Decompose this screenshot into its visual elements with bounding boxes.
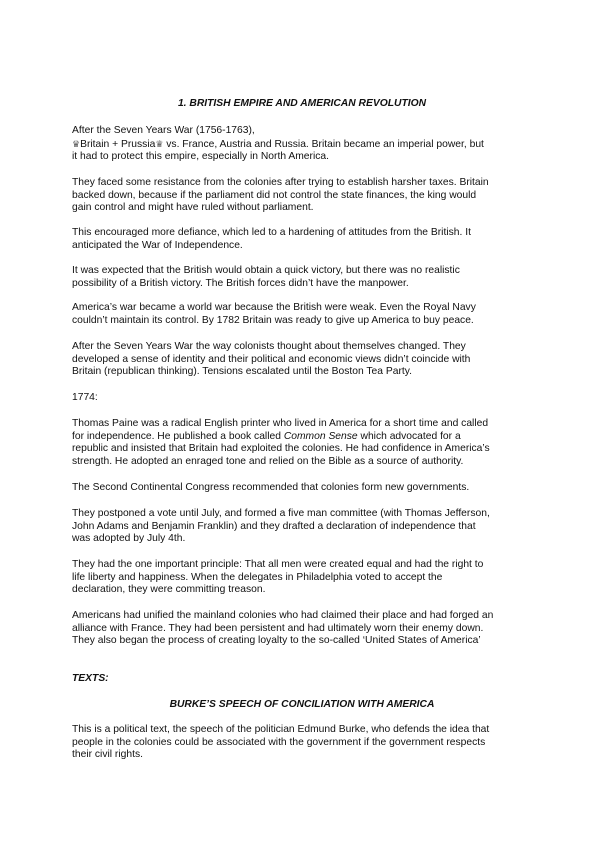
text-line: After the Seven Years War the way colonists thought about themselves changed. They (72, 341, 466, 352)
text-line: After the Seven Years War (1756-1763), (72, 125, 255, 136)
text-line: for independence. He published a book called Common Sense which advocated for a (72, 430, 461, 442)
text-line: life liberty and happiness. When the delegates in Philadelphia voted to accept the (72, 571, 443, 583)
paragraph-committee (72, 508, 532, 546)
paragraph-thomas-paine (72, 418, 532, 468)
text-line: possibility of a British victory. The British forces didn’t have the manpower. (72, 277, 409, 289)
paragraph-identity (72, 341, 532, 379)
crown-icon: ♛ (72, 138, 81, 149)
paragraph-continental-congress (72, 482, 532, 495)
text-line: They had the one important principle: That all men were created equal and had the right to (72, 559, 484, 570)
paragraph-unified-colonies (72, 610, 532, 648)
section-heading: 1. BRITISH EMPIRE AND AMERICAN REVOLUTION (177, 98, 427, 109)
paragraph-defiance (72, 227, 532, 252)
text-line: it had to protect this empire, especially in North America. (72, 151, 329, 163)
paragraph-world-war (72, 302, 532, 327)
text-line: strength. He adopted an enraged tone and relied on the Bible as a source of authority. (72, 455, 464, 467)
text-line: couldn’t maintain its control. By 1782 Britain was ready to give up America to buy peace. (72, 314, 474, 326)
text-line: The Second Continental Congress recommended that colonies form new governments. (72, 482, 470, 493)
book-title: Common Sense (283, 430, 358, 442)
paragraph-seven-years-war (72, 125, 532, 164)
text-line: This is a political text, the speech of the politician Edmund Burke, who defends the idea that (72, 724, 490, 735)
text-line: They faced some resistance from the colonies after trying to establish harsher taxes. Britain (72, 177, 489, 188)
text-line: alliance with France. They had been persistent and had ultimately worn their enemy down. (72, 622, 484, 634)
text-line: They postponed a vote until July, and formed a five man committee (with Thomas Jefferson, (72, 508, 490, 519)
text-line: This encouraged more defiance, which led to a hardening of attitudes from the British. It (72, 227, 471, 238)
text-line: Americans had unified the mainland colonies who had claimed their place and had forged an (72, 610, 494, 621)
text-line: John Adams and Benjamin Franklin) and they drafted a declaration of independence that (72, 520, 476, 532)
texts-heading: TEXTS: (72, 673, 109, 684)
text-line: ♛Britain + Prussia♛ vs. France, Austria and Russia. Britain became an imperial power, but (72, 138, 484, 150)
text-line: Thomas Paine was a radical English printer who lived in America for a short time and called (72, 418, 489, 429)
text-line: 1774: (72, 392, 98, 403)
text-line: They also began the process of creating loyalty to the so-called ‘United States of America’ (72, 635, 481, 647)
text-line: gain control and might have ruled without parliament. (72, 202, 314, 214)
text-line: It was expected that the British would obtain a quick victory, but there was no realistic (72, 265, 460, 276)
text-line: America’s war became a world war because the British were weak. Even the Royal Navy (72, 302, 476, 313)
text-line: backed down, because if the parliament did not control the state finances, the king would (72, 189, 477, 201)
text-line: Britain (republican thinking). Tensions escalated until the Boston Tea Party. (72, 366, 412, 378)
paragraph-principle (72, 559, 532, 597)
text-line: anticipated the War of Independence. (72, 239, 243, 251)
paragraph-year-1774 (72, 392, 532, 405)
text-line: republic and insisted that Britain had exploited the colonies. He had confidence in America’s (72, 443, 490, 455)
text-line: people in the colonies could be associated with the government if the government respects (72, 736, 486, 748)
paragraph-taxes (72, 177, 532, 215)
text-line: was adopted by July 4th. (72, 533, 186, 545)
text-line: their civil rights. (72, 749, 143, 761)
paragraph-expected-victory (72, 265, 532, 290)
burke-heading: BURKE’S SPEECH OF CONCILIATION WITH AMERICA (169, 699, 435, 710)
text-line: declaration, they were committing treason. (72, 584, 266, 596)
paragraph-burke (72, 724, 532, 762)
text-line: developed a sense of identity and their political and economic views didn’t coincide with (72, 353, 471, 365)
crown-icon: ♛ (155, 138, 164, 149)
